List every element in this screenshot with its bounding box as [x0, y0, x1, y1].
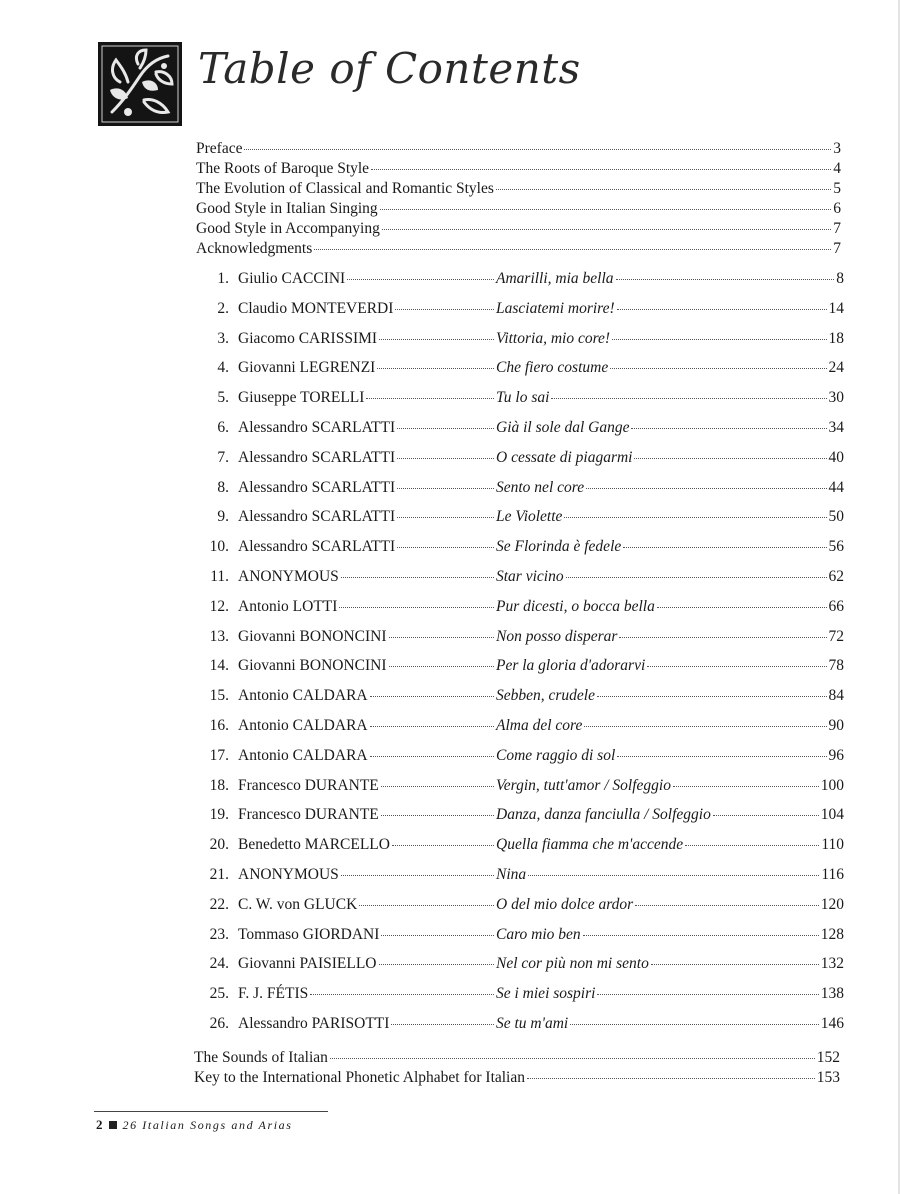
- song-entry[interactable]: [196, 449, 844, 479]
- song-page: 84: [828, 687, 844, 705]
- song-entry[interactable]: [196, 926, 844, 956]
- song-title: Star vicino: [496, 567, 564, 585]
- composer-cell: [229, 508, 496, 526]
- dot-leader: [389, 637, 494, 638]
- song-page: 110: [821, 836, 844, 854]
- entry-page: 5: [833, 180, 841, 197]
- song-entry[interactable]: [196, 389, 844, 419]
- song-page: 40: [828, 448, 844, 466]
- toc-entry-roots-baroque[interactable]: [196, 160, 841, 180]
- dot-leader: [347, 279, 494, 280]
- dot-leader: [382, 229, 831, 230]
- song-title: Se tu m'ami: [496, 1014, 569, 1032]
- entry-label: Key to the International Phonetic Alphabet for Italian: [194, 1069, 525, 1086]
- composer-cell: [229, 389, 496, 407]
- song-page: 34: [828, 418, 844, 436]
- dot-leader: [584, 726, 826, 727]
- song-entry[interactable]: [196, 508, 844, 538]
- entry-label: Acknowledgments: [196, 240, 313, 257]
- dot-leader: [381, 935, 494, 936]
- dot-leader: [619, 637, 826, 638]
- song-entry[interactable]: [196, 330, 844, 360]
- dot-leader: [583, 935, 819, 936]
- song-composer: Giovanni BONONCINI: [238, 657, 387, 675]
- dot-leader: [380, 209, 832, 210]
- song-page: 138: [820, 985, 844, 1003]
- composer-cell: [229, 985, 496, 1003]
- toc-entry-ipa-key[interactable]: [194, 1069, 840, 1089]
- song-composer: Giovanni LEGRENZI: [238, 359, 376, 377]
- front-matter-list: [196, 140, 841, 260]
- song-composer: F. J. FÉTIS: [238, 985, 309, 1003]
- song-composer: Alessandro PARISOTTI: [238, 1014, 390, 1032]
- composer-cell: [229, 598, 496, 616]
- song-composer: Benedetto MARCELLO: [238, 836, 390, 854]
- song-title: Se i miei sospiri: [496, 985, 596, 1003]
- entry-label: Good Style in Accompanying: [196, 220, 380, 237]
- dot-leader: [379, 339, 494, 340]
- song-composer: Alessandro SCARLATTI: [238, 448, 396, 466]
- song-page: 116: [821, 865, 844, 883]
- dot-leader: [397, 458, 494, 459]
- entry-page: 6: [833, 200, 841, 217]
- dot-leader: [370, 756, 494, 757]
- song-page: 66: [828, 597, 844, 615]
- composer-cell: [229, 687, 496, 705]
- song-entry[interactable]: [196, 806, 844, 836]
- dot-leader: [566, 577, 827, 578]
- dot-leader: [377, 368, 494, 369]
- song-number: 18.: [209, 776, 229, 794]
- song-title: Nina: [496, 865, 527, 883]
- song-entry[interactable]: [196, 479, 844, 509]
- song-page: 104: [820, 806, 844, 824]
- song-composer: ANONYMOUS: [238, 865, 339, 883]
- dot-leader: [651, 964, 819, 965]
- song-list: [196, 270, 844, 1045]
- song-composer: Antonio CALDARA: [238, 687, 368, 705]
- dot-leader: [310, 994, 494, 995]
- composer-cell: [229, 806, 496, 824]
- dot-leader: [339, 607, 494, 608]
- song-page: 8: [836, 270, 844, 287]
- song-page: 14: [828, 299, 844, 317]
- dot-leader: [597, 696, 827, 697]
- dot-leader: [657, 607, 827, 608]
- composer-cell: [229, 1015, 496, 1033]
- song-entry[interactable]: [196, 687, 844, 717]
- composer-cell: [229, 359, 496, 377]
- song-number: 25.: [209, 985, 229, 1003]
- song-entry[interactable]: [196, 359, 844, 389]
- composer-cell: [229, 568, 496, 586]
- song-composer: Francesco DURANTE: [238, 806, 379, 824]
- footer-rule: [94, 1111, 328, 1112]
- toc-entry-evolution[interactable]: [196, 180, 841, 200]
- dot-leader: [397, 517, 494, 518]
- dot-leader: [330, 1058, 815, 1059]
- song-page: 90: [828, 716, 844, 734]
- dot-leader: [597, 994, 818, 995]
- dot-leader: [244, 149, 831, 150]
- dot-leader: [586, 488, 826, 489]
- song-number: 7.: [217, 448, 229, 466]
- composer-cell: [229, 955, 496, 973]
- dot-leader: [713, 815, 819, 816]
- composer-cell: [229, 449, 496, 467]
- entry-label: The Roots of Baroque Style: [196, 160, 370, 177]
- song-composer: Giovanni BONONCINI: [238, 627, 387, 645]
- song-page: 72: [828, 627, 844, 645]
- composer-cell: [229, 747, 496, 765]
- entry-page: 152: [816, 1049, 840, 1066]
- song-entry[interactable]: [196, 568, 844, 598]
- song-number: 26.: [209, 1014, 229, 1032]
- dot-leader: [366, 398, 494, 399]
- song-composer: Giuseppe TORELLI: [238, 389, 365, 407]
- composer-cell: [229, 330, 496, 348]
- toc-entry-sounds-of-italian[interactable]: [194, 1049, 840, 1069]
- song-title: Vittoria, mio core!: [496, 329, 611, 347]
- song-number: 13.: [209, 627, 229, 645]
- song-title: Sento nel core: [496, 478, 585, 496]
- song-entry[interactable]: [196, 747, 844, 777]
- song-number: 21.: [209, 865, 229, 883]
- song-title: Alma del core: [496, 716, 583, 734]
- song-composer: Giacomo CARISSIMI: [238, 329, 378, 347]
- song-page: 24: [828, 359, 844, 377]
- song-number: 15.: [209, 687, 229, 705]
- composer-cell: [229, 836, 496, 854]
- song-title: Se Florinda è fedele: [496, 538, 622, 556]
- song-composer: Tommaso GIORDANI: [238, 925, 380, 943]
- entry-label: The Sounds of Italian: [194, 1049, 328, 1066]
- song-page: 132: [820, 955, 844, 973]
- dot-leader: [379, 964, 495, 965]
- song-entry[interactable]: [196, 270, 844, 300]
- dot-leader: [631, 428, 826, 429]
- dot-leader: [395, 309, 494, 310]
- song-number: 19.: [209, 806, 229, 824]
- toc-entry-italian-singing[interactable]: [196, 200, 841, 220]
- dot-leader: [612, 339, 826, 340]
- song-page: 100: [820, 776, 844, 794]
- song-page: 96: [828, 746, 844, 764]
- dot-leader: [528, 875, 819, 876]
- song-number: 8.: [217, 478, 229, 496]
- song-composer: Claudio MONTEVERDI: [238, 299, 394, 317]
- song-page: 128: [820, 925, 844, 943]
- dot-leader: [397, 428, 494, 429]
- dot-leader: [551, 398, 826, 399]
- song-number: 5.: [217, 389, 229, 407]
- dot-leader: [341, 577, 494, 578]
- song-title: Quella fiamma che m'accende: [496, 836, 684, 854]
- composer-cell: [229, 657, 496, 675]
- song-composer: Antonio LOTTI: [238, 597, 338, 615]
- song-title: Già il sole dal Gange: [496, 418, 630, 436]
- composer-cell: [229, 628, 496, 646]
- song-number: 1.: [217, 270, 229, 287]
- entry-label: The Evolution of Classical and Romantic Styles: [196, 180, 494, 197]
- dot-leader: [647, 666, 826, 667]
- composer-cell: [229, 538, 496, 556]
- composer-cell: [229, 419, 496, 437]
- dot-leader: [564, 517, 826, 518]
- dot-leader: [397, 488, 494, 489]
- song-number: 9.: [217, 508, 229, 526]
- footer-page-number: 2: [96, 1117, 103, 1132]
- song-title: Nel cor più non mi sento: [496, 955, 649, 973]
- page-footer: [96, 1117, 293, 1133]
- footer-book-title: 26 Italian Songs and Arias: [122, 1117, 293, 1132]
- song-number: 17.: [209, 746, 229, 764]
- song-entry[interactable]: [196, 777, 844, 807]
- song-composer: Antonio CALDARA: [238, 746, 368, 764]
- song-title: Le Violette: [496, 508, 563, 526]
- song-page: 146: [820, 1014, 844, 1032]
- song-entry[interactable]: [196, 985, 844, 1015]
- song-page: 18: [828, 329, 844, 347]
- square-bullet-icon: [109, 1121, 117, 1129]
- song-page: 50: [828, 508, 844, 526]
- song-number: 14.: [209, 657, 229, 675]
- dot-leader: [635, 905, 819, 906]
- song-title: Lasciatemi morire!: [496, 299, 615, 317]
- dot-leader: [673, 786, 819, 787]
- song-number: 11.: [210, 567, 229, 585]
- song-title: Tu lo sai: [496, 389, 550, 407]
- entry-page: 4: [833, 160, 841, 177]
- song-entry[interactable]: [196, 866, 844, 896]
- composer-cell: [229, 777, 496, 795]
- dot-leader: [381, 786, 494, 787]
- toc-entry-preface[interactable]: [196, 140, 841, 160]
- dot-leader: [341, 875, 494, 876]
- composer-cell: [229, 896, 496, 914]
- dot-leader: [685, 845, 819, 846]
- entry-page: 7: [833, 240, 841, 257]
- song-composer: Alessandro SCARLATTI: [238, 538, 396, 556]
- composer-cell: [229, 270, 496, 288]
- entry-page: 153: [816, 1069, 840, 1086]
- dot-leader: [391, 1024, 494, 1025]
- song-entry[interactable]: [196, 717, 844, 747]
- song-title: Non posso disperar: [496, 627, 618, 645]
- dot-leader: [610, 368, 826, 369]
- song-title: Sebben, crudele: [496, 687, 595, 705]
- song-entry[interactable]: [196, 896, 844, 926]
- song-number: 22.: [209, 895, 229, 913]
- song-page: 44: [828, 478, 844, 496]
- page-title: Table of Contents: [198, 44, 581, 93]
- song-number: 10.: [209, 538, 229, 556]
- back-matter-list: [194, 1049, 840, 1089]
- dot-leader: [371, 169, 831, 170]
- dot-leader: [370, 726, 494, 727]
- song-entry[interactable]: [196, 538, 844, 568]
- song-entry[interactable]: [196, 836, 844, 866]
- dot-leader: [314, 249, 831, 250]
- song-entry[interactable]: [196, 628, 844, 658]
- song-entry[interactable]: [196, 1015, 844, 1045]
- song-composer: Alessandro SCARLATTI: [238, 508, 396, 526]
- song-page: 120: [820, 895, 844, 913]
- song-number: 4.: [217, 359, 229, 377]
- song-number: 6.: [217, 418, 229, 436]
- song-page: 78: [828, 657, 844, 675]
- song-page: 62: [828, 567, 844, 585]
- song-number: 23.: [209, 925, 229, 943]
- song-composer: Antonio CALDARA: [238, 716, 368, 734]
- song-title: Danza, danza fanciulla / Solfeggio: [496, 806, 711, 824]
- dot-leader: [359, 905, 494, 906]
- entry-page: 7: [833, 220, 841, 237]
- composer-cell: [229, 300, 496, 318]
- song-composer: Alessandro SCARLATTI: [238, 478, 396, 496]
- dot-leader: [389, 666, 494, 667]
- song-number: 20.: [209, 836, 229, 854]
- dot-leader: [570, 1024, 819, 1025]
- leaf-ornament-icon: [98, 42, 182, 126]
- dot-leader: [616, 279, 835, 280]
- song-entry[interactable]: [196, 300, 844, 330]
- song-title: O del mio dolce ardor: [496, 895, 634, 913]
- dot-leader: [381, 815, 494, 816]
- entry-label: Good Style in Italian Singing: [196, 200, 378, 217]
- composer-cell: [229, 479, 496, 497]
- dot-leader: [617, 756, 826, 757]
- song-number: 2.: [217, 299, 229, 317]
- song-composer: Giovanni PAISIELLO: [238, 955, 377, 973]
- song-page: 56: [828, 538, 844, 556]
- dot-leader: [634, 458, 826, 459]
- song-number: 24.: [209, 955, 229, 973]
- song-title: Che fiero costume: [496, 359, 609, 377]
- dot-leader: [496, 189, 831, 190]
- toc-entry-acknowledgments[interactable]: [196, 240, 841, 260]
- song-composer: Francesco DURANTE: [238, 776, 379, 794]
- song-title: Pur dicesti, o bocca bella: [496, 597, 655, 615]
- song-entry[interactable]: [196, 598, 844, 628]
- dot-leader: [617, 309, 827, 310]
- song-title: Come raggio di sol: [496, 746, 616, 764]
- toc-entry-accompanying[interactable]: [196, 220, 841, 240]
- dot-leader: [623, 547, 826, 548]
- entry-label: Preface: [196, 140, 243, 157]
- song-number: 3.: [217, 329, 229, 347]
- song-entry[interactable]: [196, 955, 844, 985]
- composer-cell: [229, 717, 496, 735]
- composer-cell: [229, 926, 496, 944]
- song-entry[interactable]: [196, 657, 844, 687]
- song-page: 30: [828, 389, 844, 407]
- song-title: Vergin, tutt'amor / Solfeggio: [496, 776, 671, 794]
- song-entry[interactable]: [196, 419, 844, 449]
- entry-page: 3: [833, 140, 841, 157]
- song-title: Per la gloria d'adorarvi: [496, 657, 646, 675]
- song-composer: Alessandro SCARLATTI: [238, 418, 396, 436]
- song-composer: C. W. von GLUCK: [238, 895, 358, 913]
- composer-cell: [229, 866, 496, 884]
- song-title: Amarilli, mia bella: [496, 270, 614, 287]
- song-title: Caro mio ben: [496, 925, 581, 943]
- song-composer: Giulio CACCINI: [238, 270, 346, 287]
- dot-leader: [392, 845, 494, 846]
- song-number: 16.: [209, 716, 229, 734]
- song-composer: ANONYMOUS: [238, 567, 339, 585]
- dot-leader: [397, 547, 494, 548]
- song-number: 12.: [209, 597, 229, 615]
- dot-leader: [370, 696, 494, 697]
- song-title: O cessate di piagarmi: [496, 448, 633, 466]
- dot-leader: [527, 1078, 815, 1079]
